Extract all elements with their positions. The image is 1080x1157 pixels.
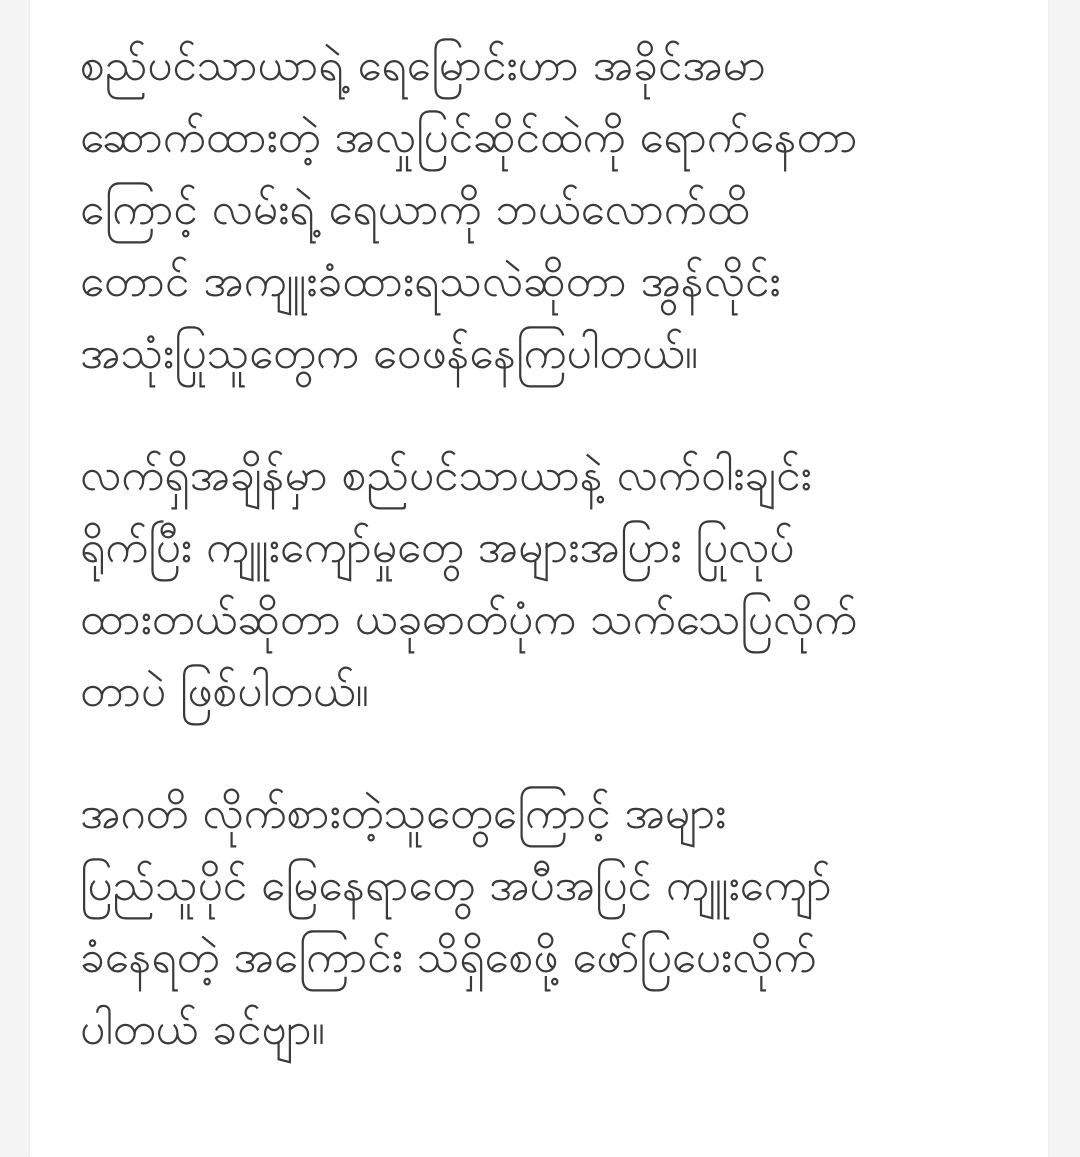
paragraph-2 bbox=[80, 440, 1010, 728]
text-line: တောင် အကျူးခံထားရသလဲဆိုတာ အွန်လိုင်း bbox=[80, 256, 781, 307]
text-line: စည်ပင်သာယာရဲ့ ရေမြောင်းဟာ အခိုင်အမာ bbox=[80, 40, 766, 91]
text-line: ဆောက်ထားတဲ့ အလှုပြင်ဆိုင်ထဲကို ရောက်နေတာ bbox=[80, 112, 858, 163]
text-line: တာပဲ ဖြစ်ပါတယ်။ bbox=[80, 666, 369, 717]
text-line: အသုံးပြုသူတွေက ဝေဖန်နေကြပါတယ်။ bbox=[80, 328, 699, 379]
text-line: ခံနေရတဲ့ အကြောင်း သိရှိစေဖို့ ဖော်ပြပေးလိုက် bbox=[80, 932, 817, 983]
text-line: အဂတိ လိုက်စားတဲ့သူတွေကြောင့် အများ bbox=[80, 788, 727, 839]
text-line: ရိုက်ပြီး ကျူးကျော်မှုတွေ အများအပြား ပြုလုပ် bbox=[80, 522, 795, 573]
text-line: ပါတယ် ခင်ဗျာ။ bbox=[80, 1004, 325, 1055]
article-page bbox=[30, 0, 1048, 1157]
text-line: လက်ရှိအချိန်မှာ စည်ပင်သာယာနဲ့ လက်ဝါးချင်း bbox=[80, 450, 812, 501]
paragraph-1 bbox=[80, 30, 1010, 390]
text-line: ကြောင့် လမ်းရဲ့ ရေယာကို ဘယ်လောက်ထိ bbox=[80, 184, 750, 235]
text-line: ပြည်သူပိုင် မြေနေရာတွေ အပီအပြင် ကျူးကျော် bbox=[80, 860, 832, 911]
paragraph-3 bbox=[80, 778, 1010, 1066]
article-body bbox=[80, 30, 1010, 1116]
text-line: ထားတယ်ဆိုတာ ယခုဓာတ်ပုံက သက်သေပြလိုက် bbox=[80, 594, 858, 645]
